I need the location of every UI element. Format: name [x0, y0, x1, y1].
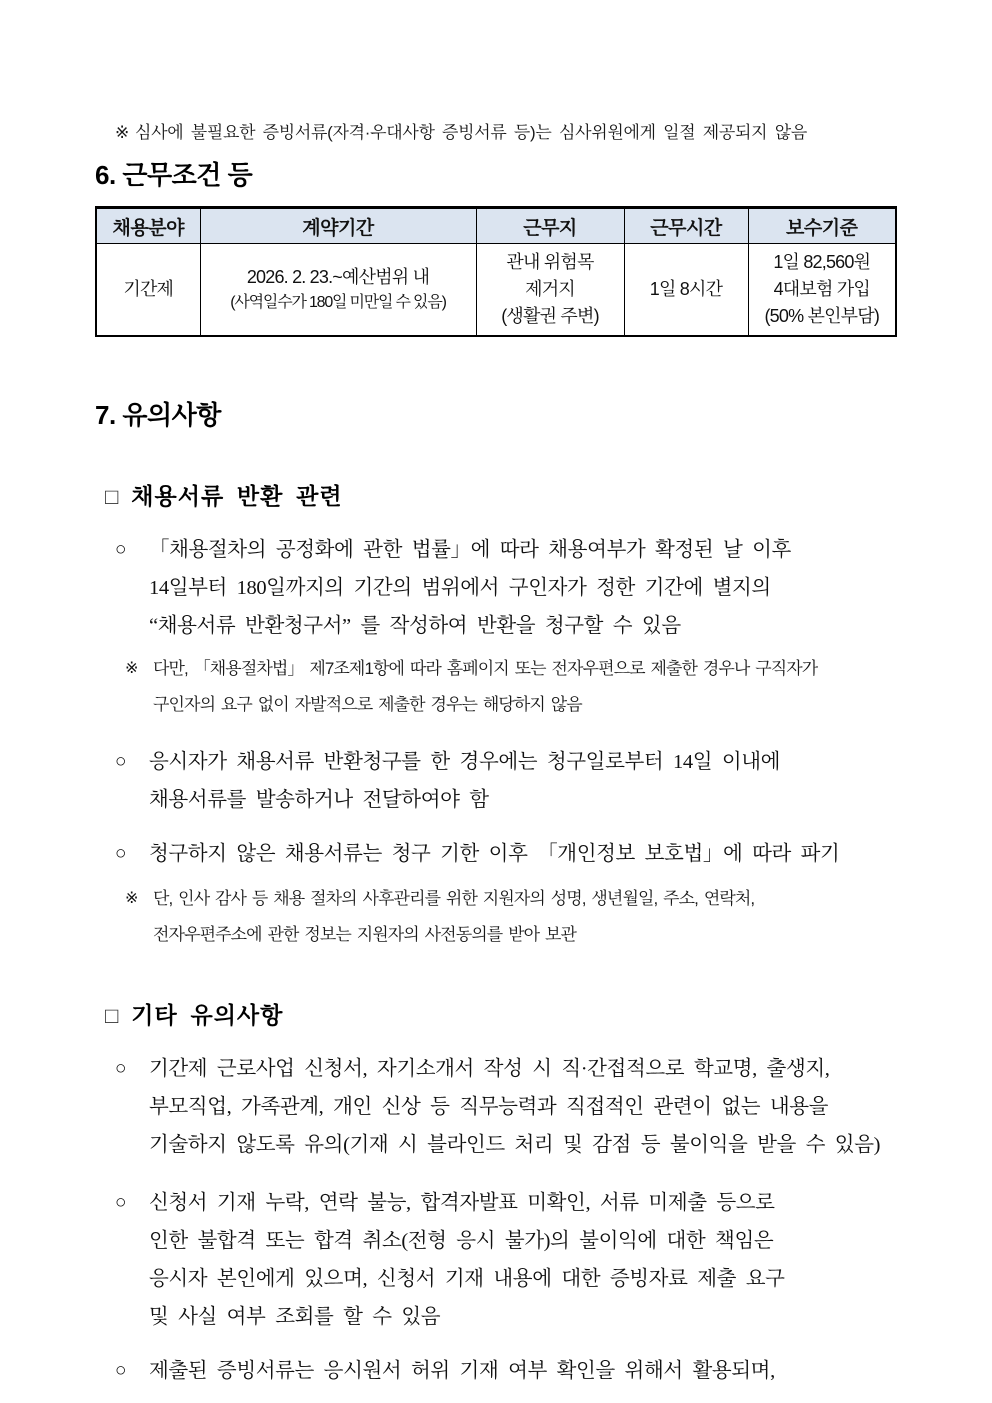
workplace-line: 관내 위험목 [506, 251, 594, 272]
header-contract-period: 계약기간 [200, 208, 476, 244]
box-bullet: □ [105, 1002, 120, 1028]
paragraph-lines [149, 1184, 904, 1336]
top-note [95, 118, 904, 143]
bullet-paragraph [95, 1184, 904, 1336]
note-lines [153, 881, 904, 953]
cell-workplace [476, 244, 624, 336]
paragraph-line: 기술하지 않도록 유의(기재 시 블라인드 처리 및 감점 등 불이익을 받을 수 있음) [149, 1133, 881, 1156]
paragraph-line: 채용서류를 발송하거나 전달하여야 함 [149, 788, 489, 811]
note-line: 구인자의 요구 없이 자발적으로 제출한 경우는 해당하지 않음 [153, 694, 582, 714]
note-paragraph [95, 651, 904, 723]
paragraph-lines [149, 743, 904, 819]
subsection-heading-return-docs [95, 478, 904, 511]
header-recruit-field: 채용분야 [96, 208, 200, 244]
paragraph-line: 「채용절차의 공정화에 관한 법률」에 따라 채용여부가 확정된 날 이후 [149, 538, 791, 561]
workplace-line: 제거지 [525, 278, 575, 299]
paragraph-line: 신청서 기재 누락, 연락 불능, 합격자발표 미확인, 서류 미제출 등으로 [149, 1191, 775, 1214]
paragraph-line: 부모직업, 가족관계, 개인 신상 등 직무능력과 직접적인 관련이 없는 내용을 [149, 1095, 829, 1118]
circle-bullet: ○ [115, 1359, 127, 1381]
section6-heading: 6. 근무조건 등 [95, 160, 253, 190]
bullet-paragraph [95, 835, 904, 873]
cell-recruit-field: 기간제 [96, 244, 200, 336]
work-conditions-table [95, 206, 897, 337]
paragraph-line: 제출된 증빙서류는 응시원서 허위 기재 여부 확인을 위해서 활용되며, [149, 1359, 775, 1382]
subsection-heading-other-notes [95, 997, 904, 1030]
box-bullet: □ [105, 483, 120, 509]
section7-heading: 7. 유의사항 [95, 399, 221, 430]
circle-bullet: ○ [115, 538, 127, 560]
note-line: 단, 인사 감사 등 채용 절차의 사후관리를 위한 지원자의 성명, 생년월일, 주소, 연락처, [153, 888, 755, 908]
paragraph-line: “채용서류 반환청구서” 를 작성하여 반환을 청구할 수 있음 [149, 614, 681, 637]
contract-period-line: (사역일수가 180일 미만일 수 있음) [230, 293, 446, 311]
table-header-row [96, 208, 896, 244]
reference-mark: ※ [115, 123, 129, 142]
pay-line: 1일 82,560원 [773, 251, 871, 272]
subsection-title: 채용서류 반환 관련 [131, 483, 343, 509]
top-note-text: 심사에 불필요한 증빙서류(자격·우대사항 증빙서류 등)는 심사위원에게 일절 제공되지 않음 [134, 123, 807, 142]
paragraph-line: 기간제 근로사업 신청서, 자기소개서 작성 시 직·간접적으로 학교명, 출생지, [149, 1057, 830, 1080]
paragraph-line: 청구하지 않은 채용서류는 청구 기한 이후 「개인정보 보호법」에 따라 파기 [149, 842, 840, 865]
workplace-line: (생활권 주변) [501, 305, 599, 326]
cell-work-hours: 1일 8시간 [624, 244, 748, 336]
header-pay-standard: 보수기준 [748, 208, 896, 244]
cell-contract-period [200, 244, 476, 336]
circle-bullet: ○ [115, 842, 127, 864]
paragraph-lines [149, 835, 904, 873]
bullet-paragraph [95, 1352, 904, 1390]
paragraph-line: 응시자 본인에게 있으며, 신청서 기재 내용에 대한 증빙자료 제출 요구 [149, 1267, 785, 1290]
circle-bullet: ○ [115, 1191, 127, 1213]
pay-line: (50% 본인부담) [764, 305, 880, 326]
bullet-paragraph [95, 743, 904, 819]
reference-mark: ※ [125, 659, 139, 677]
header-work-hours: 근무시간 [624, 208, 748, 244]
subsection-title: 기타 유의사항 [131, 1002, 284, 1028]
cell-pay-standard [748, 244, 896, 336]
circle-bullet: ○ [115, 750, 127, 772]
paragraph-line: 인한 불합격 또는 합격 취소(전형 응시 불가)의 불이익에 대한 책임은 [149, 1229, 774, 1252]
table-row [96, 244, 896, 336]
paragraph-line: 응시자가 채용서류 반환청구를 한 경우에는 청구일로부터 14일 이내에 [149, 750, 781, 773]
note-line: 전자우편주소에 관한 정보는 지원자의 사전동의를 받아 보관 [153, 924, 576, 944]
note-paragraph [95, 881, 904, 953]
paragraph-line: 및 사실 여부 조회를 할 수 있음 [149, 1305, 441, 1328]
bullet-paragraph [95, 1050, 904, 1164]
header-workplace: 근무지 [476, 208, 624, 244]
reference-mark: ※ [125, 889, 139, 907]
contract-period-line: 2026. 2. 23.~예산범위 내 [246, 266, 430, 287]
paragraph-lines [149, 1050, 904, 1164]
note-line: 다만, 「채용절차법」 제7조제1항에 따라 홈페이지 또는 전자우편으로 제출한 경우나 구직자가 [153, 658, 818, 678]
paragraph-lines [149, 1352, 904, 1390]
paragraph-lines [149, 531, 904, 645]
pay-line: 4대보험 가입 [773, 278, 870, 299]
circle-bullet: ○ [115, 1057, 127, 1079]
note-lines [153, 651, 904, 723]
paragraph-line: 14일부터 180일까지의 기간의 범위에서 구인자가 정한 기간에 별지의 [149, 576, 771, 599]
bullet-paragraph [95, 531, 904, 645]
